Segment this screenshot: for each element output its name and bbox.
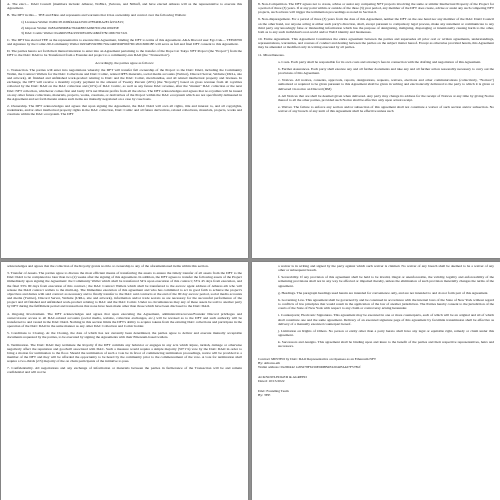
section-11a-costs: a. Costs. Each party shall be responsible for its own costs and attorney's fees in connection with the drafting and negotiation of this Agreement. [278,59,482,64]
section-11d-notices-given: d. All Notices that are shall be deemed given when delivered. Any party may change its address for the receipt of Notices at any time by giving Notice thereof to all the other parties, provided such Notice shall be effective only upon actual receipt. [278,93,494,102]
accordingly-line: Accordingly, the parties agree as follows: [95,60,154,65]
section-11h-governing-law: h. Governing Law. This agreement shall be governed by and be construed in accordance with the internal laws of the State of New York without regard to conflicts of law principles that would result in the application of the law of another jurisdiction. The Parties hereby consent to the jurisdiction of the courts of the State of New York with respect to any claim or controversy arising hereunder. [278,297,494,311]
section-11-miscellaneous: 11. Miscellaneous. [258,52,285,57]
document-page-2 [252,0,500,258]
founding-team-label: DAC Founding Team [258,389,289,394]
contract-minted-line: Contract MINTED by DAC DAO Representative on Opensea as an Ethereum NFT [258,356,377,361]
recital-a: A. The elect… DAO Council (members include: Alharaz, NoBle1, j5alcons, and Nilhaff, and have elected Atharas will as the representative to execute this Agreement. [7,2,242,11]
section-11f-severability: f. Severability. If any provision of this agreement shall be held to be invalid, illegal or unenforceable, the validity, legality and enforceability of the remaining provisions shall not in any way be affected or impaired thereby, unless the elimination of such provision materially changes the terms of the agreement. [278,275,494,288]
section-10-entire-agreement: 10. Entire Agreement. This Agreement Constitutes the entire agreement between the parties and supersedes all prior oral or written agreements, understandings, representations, warranties, and courses of conduct and dealing between the parties on the subject matter hereof. Except as otherwise provided herein, this Agreement may be amended or modified only in writing executed by all parties. [258,37,494,50]
section-2-continuation: acknowledges and agrees that the collection of the Royalty grants no title or ownership to any of the aforementioned items within this section. [7,264,209,268]
document-page-3 [1,262,248,500]
section-11j-limitation-on-rights: j. Limitation on Rights of Others. No person or entity other than a party hereto shall have any legal or equitable right, remedy or claim under this agreement. [278,328,494,338]
waiver-continuation: a waiver is in writing and signed by the party against which such waiver is claimed. No waiver of any breach shall be deemed to be a waiver of any other or subsequent breach. [278,264,494,273]
section-2-ownership: 2. Ownership. The DFT acknowledges and agrees that upon signing the Agreement, the DAC DAO will own all rights, title and interest to, and all copyrights, trademarks, and/or other intellectual property rights in the DAC collection, DAC Comic and all future derivatives, related collections, materials, projects, works and creations within the DAC ecosystem. The DFT [7,103,242,117]
section-9-non-disparagement: 9. Non-disparagement. For a period of three (3) years from the date of this Agreement, neither the DFT on the one hand nor any member of the DAC DAO Council on the other hand, nor anyone acting at either such party's direction, shall, except pursuant to compulsory legal process, make any statement or communicate to any third party any knowingly false or misleading information which has the purpose of denigrating, maligning, disparaging or intentionally causing harm to the other, both as to any such individual's real-world and/or Web3 identity and businesses. [258,17,494,34]
document-page-4 [252,262,500,500]
signature-date: Dated: 10/15/2022 [258,379,285,384]
section-11b-further-assurances: b. Further Assurances. Each party shall execute any and all further documents and take any and all further action reasonably necessary to carry out the provisions of this Agreement. [278,66,494,76]
acknowledged-agreed-label: ACKNOWLEDGED & AGREED [258,374,307,379]
section-11g-headings: g. Headings. The paragraph headings used herein are intended for convenience only, and are not intended to and do not form part of this Agreement. [278,290,489,295]
recital-c: C. The DFT has elected TEE as the representative to execute this Agreement, binding the DFT to terms of this Agreement. AKA Discord user Ego Cuk— TEE#6706 and signature by the Comic-90-Community Wallet 0x93a8550c88C79A14465D2F66f7DC2021606C8E will serve as full and final DFT consent to this Agreement. [7,37,242,47]
recital-d: D. The parties hereto set forth their mutual intention to enter into an Agreement pertaining to the transfer of the Dope Cat Tokyo NFT Project (the "Project") from the DFT to the DAC DAO to be Transferred from a Founder-led project to a community-run DAO (the "Transaction"). [7,49,242,58]
section-4-ongoing-involvement: 4. Ongoing Involvement. The DFT acknowledges and agrees that upon executing the Agreement, administrative/access/Founder Discord privileges and owner/creator access to all DAC-related accounts (social media, website, collection exchanges, etc.) will be revoked as to the DFT and such authority will be transferred to and vested in the DAC DAO. Nothing in this section limits the DFT's ability to acquire tokens from the existing DAC collections and participate in the operation of the DAC DAO in the same manner as any other DAC Collection and Comic holder. [7,311,242,329]
recital-b: B. The DFT in this… TEE and Elkio and represents and warrants that it has ownership and control over the following Wallets: [7,13,187,18]
signer-wallet-address: Wallet address: 0x290442 1a83278F6156E6D8B2E22042FA4d7F57Bcf [258,364,361,369]
founding-team-by-line: By: TEE [258,393,271,398]
section-11i-counterparts: i. Counterparts; Electronic Signatures. This agreement may be executed in one or more counterparts, each of which will be an original and all of which shall constitute one and the same agreement. Delivery of an executed signature page of this agreement by facsimile transmission shall be effective as delivery of a manually executed counterpart hereof. [278,313,494,326]
section-5-conditions-to-closing: 5. Conditions to Closing. At the Closing, the date of which has not currently been determined, the parties agree to deliver and execute mutually acceptable documents requested by the parties, to be executed by signing the Agreements with their Ethereum-based wallets. [7,331,242,340]
section-6-termination: 6. Termination. The DAC DAO may terminate the Royalty if the DFT commits any behavior or engages in any acts which injure, tarnish, damage or otherwise negatively affect the reputation and goodwill associated with DAC. Such a measure would require a simple majority (50+1%) vote by the DAC DAO in order to bring a motion for termination to the floor. Should the termination of such a vote be in favor of commencing termination proceedings, notice will be provided to a member of the DFT and they will be afforded the opportunity to be heard by the community prior to the commencement of the vote. A vote for termination shall require a two-thirds (2/3) majority of the on chain participants of the initiative to pass. [7,342,242,364]
wallet-item-2: 2) Ghprost Wallet: 0x83a0369D84c76d44B67A9667DC26210b935E [21,25,120,30]
section-11k-successors-assigns: k. Successors and Assigns. This agreement shall be binding upon and inure to the benefit of the parties and their respective representatives, heirs and successors. [278,340,494,349]
signer-by-line: By: Atharas.eth [258,360,281,365]
section-7-confidentiality: 7. Confidentiality. All negotiations and any exchange of information or materials between the parties in furtherance of the Transaction will be and remain confidential and will not be [7,366,242,375]
section-11e-waiver: e. Waiver. The failure to enforce any section and/or subsection of this agreement shall not constitute a waiver of such section and/or subsection. No waiver of any breach of any term of this Agreement shall be effective unless such [278,104,494,114]
wallet-item-1: 1) Licensee Wallet: 0x9bC051b96f424A2250C47F64D6A2E1fe551815; [21,20,124,25]
section-11c-notices: c. Notices. All notices, consents, approvals, reports, designations, requests, waivers, elections and other communications (collectively, "Notices") authorized or required to be given pursuant to this Agreement shall be given in writing and electronically delivered to the party to which it is given or delivered via notice on Discord (DM) [278,78,494,91]
document-page-1 [1,0,248,258]
section-8-non-competition: 8. Non-Competition. The DFT agrees not to create, advise or assist any competing NFT projects involving the same or similar Intellectual Property of the Project for a period of three (3) years. If at any point within or outside of the three (3) year period, any member of the DFT does create, advise or assist any such competing NFT projects, such actions will trigger the termination proceedings as noted in Section 6. [258,2,494,15]
section-1-transaction: 1. Transaction. The parties will enter into negotiations whereby the DFT will transfer full ownership of the Project to the DAC DAO, including the Community Wallet, the Contract Wallets for the DAC Collections and DAC Comic, related IPFS materials, social media accounts (Twitter), Discord Server, Website (URLs, site and artwork), all finished and unfinished work-product relating to DAC and the DAC Comic, merchandise, and all related intellectual property and licenses. In exchange, the DFT will receive a monthly royalty payment in the amount of Twenty Percent (20%) (the "Royalty") based on gross revenue from all royalties collected by the DAC DAO on the DAC collection and (10%) of DAC Comic, as well as any future DAC revenue, after the "mutant" DAC collection or the next DAC NFT collection, whichever comes first and lastly 10% net Mutant profits from all the above. The DFT acknowledges and agrees that no royalties will be issued on any other future collections, materials, projects, works, creations, or derivatives of the Project within the DAC ecosystem which are not specifically delineated in the Agreement and set forth therein unless such items are mutually negotiated on a case by case basis. [7,67,242,101]
wallet-item-3: 3) DAC Comic Wallet: 0xa6665784c2593035d05cdd9bf378c100b7917221 [21,30,128,35]
section-3-transfer-of-assets: 3. Transfer of Assets. The parties agree to discuss the most efficient means of transferring the assets to ensure the timely transfer of all assets from the DFT to the DAC DAO to be completed no later than two (2) weeks after the signing of this Agreement. In addition, the DFT agrees to transfer the following assets of the Project immediately upon signing the Agreement: the Community Wallet which shall be transferred 34% upon execution of this contract; 33% 45 days from execution, and the final 33% 90 days from execution of this contract.; the DAC Contract Wallets which shall be transferred to the escrow agent address of Atharas eth who will release the DAO contract wallets to the multi-sig. The Immediate execution of this agreement and who has committed to act in good faith to achieve the project's objectives and duties with said contract as necessary and to finally transfer to the DAC said contracts at the end of the 90 day escrow period, social media accounts and media (Twitter), Discord Server, Website (URLs, site and artwork), information and/or trade secrets as are necessary for the successful performance of the project and all finished and unfinished work-product relating to DAC and the DAC Comic. Under no circumstances may any of these assets be sold to another party by DFT during the fulfillment period and transactions that none have been made other than those which have been disclosed to the DAC DAO. [7,271,242,309]
